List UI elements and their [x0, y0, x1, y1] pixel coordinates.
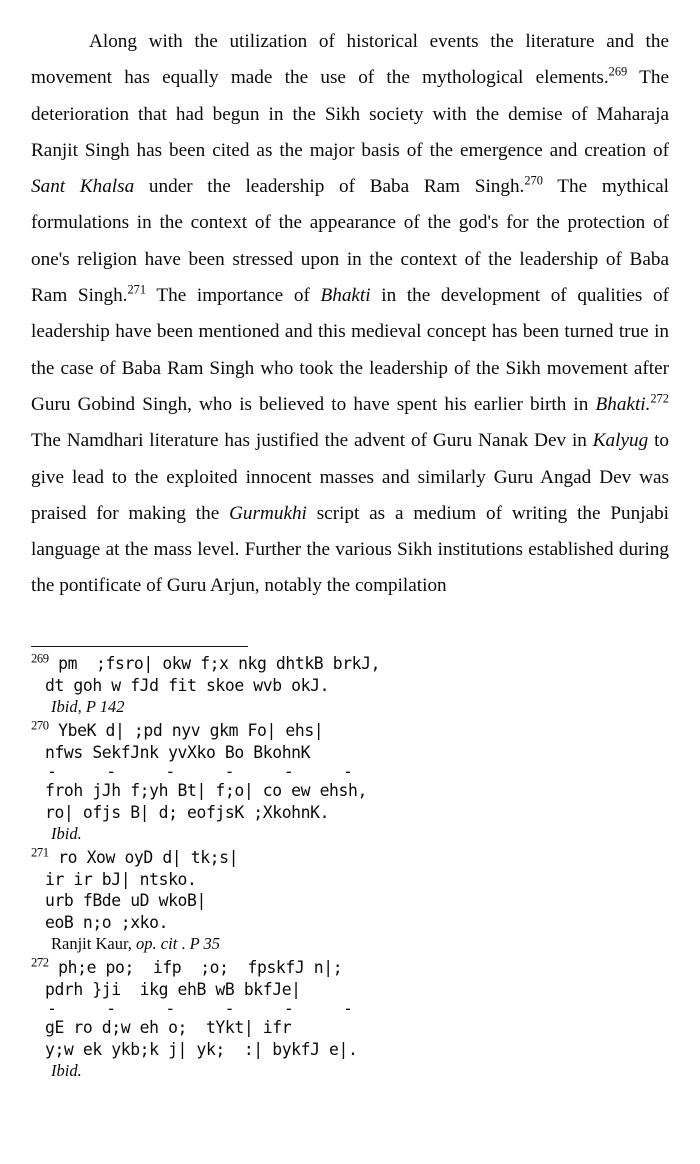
citation-roman: . [177, 934, 190, 953]
citation-italic: Ibid. [51, 824, 82, 843]
italic-term: Bhakti. [595, 393, 651, 415]
italic-term: Gurmukhi [229, 502, 307, 524]
footnote-gurmukhi-line: urb fBde uD wkoB| [45, 891, 206, 910]
footnote-list [31, 653, 669, 1081]
body-text-block [31, 24, 669, 605]
footnote-271 [31, 847, 669, 954]
main-paragraph: Along with the utilization of historical events the literature and the movement has equally made the use of the mythological elements.$^{269}$ The deterioration that had begun in the Sikh society with the demise of Maharaja Ranjit Singh has been cited as the major basis of the emergence and creation of Sant Khalsa under the leadership of Baba Ram Singh.$^{270}$ The mythical formulations in the context of the appearance of the god's for the protection of one's religion have been stressed upon in the context of the leadership of Baba Ram Singh.$^{271}$ The importance of Bhakti in the development of qualities of leadership have been mentioned and this medieval concept has been turned true in the case of Baba Ram Singh who took the leadership of the Sikh movement after Guru Gobind Singh, who is believed to have spent his earlier birth in Bhakti.$^{272}$ The Namdhari literature has justified the advent of Guru Nanak Dev in Kalyug to give lead to the exploited innocent masses and similarly Guru Angad Dev was praised for making the Gurmukhi script as a medium of writing the Punjabi language at the mass level. Further the various Sikh institutions established during the pontificate of Guru Arjun, notably the compilation [31, 31, 669, 597]
footnote-270 [31, 720, 669, 844]
footnote-gurmukhi-line: $^{269}$ pm ;fsro| okw f;x nkg dhtkB brkJ, [31, 651, 381, 673]
footnote-gurmukhi-line: gE ro d;w eh o; tYkt| ifr [45, 1018, 292, 1037]
footnote-number-272: 272 [31, 955, 49, 970]
footnote-number-270: 270 [31, 718, 49, 733]
italic-term: Kalyug [592, 430, 649, 452]
footnote-block [31, 646, 669, 1081]
footnote-reference-270[interactable]: 270 [524, 173, 543, 188]
footnote-gurmukhi-line: ir ir bJ| ntsko. [45, 869, 197, 889]
italic-term: Sant Khalsa [31, 176, 135, 198]
footnote-272 [31, 957, 669, 1081]
citation-italic: op. cit [136, 934, 178, 953]
footnote-reference-272[interactable]: 272 [650, 391, 669, 406]
footnote-citation [31, 1060, 669, 1081]
citation-italic: Ibid, P 142 [51, 697, 125, 716]
footnote-citation [31, 823, 669, 844]
footnote-separator-rule [31, 646, 248, 647]
footnote-gurmukhi-line: nfws SekfJnk yvXko Bo BkohnK [45, 742, 311, 762]
footnote-gurmukhi-line: y;w ek ykb;k j| yk; :| bykfJ e|. [45, 1039, 358, 1059]
footnote-number-269: 269 [31, 651, 49, 666]
footnote-gurmukhi-line: $^{270}$ YbeK d| ;pd nyv gkm Fo| ehs| [31, 718, 324, 740]
italic-term: Bhakti [320, 285, 371, 307]
footnote-gurmukhi-line: eoB n;o ;xko. [45, 912, 169, 932]
footnote-gurmukhi-line: $^{272}$ ph;e po; ifp ;o; fpskfJ n|; [31, 955, 343, 977]
footnote-gurmukhi-line: ro| ofjs B| d; eofjsK ;XkohnK. [45, 802, 330, 822]
citation-italic: P 35 [189, 934, 221, 953]
footnote-reference-269[interactable]: 269 [608, 64, 628, 79]
footnote-citation [31, 696, 669, 717]
footnote-dash-row: - - - - - - [47, 999, 353, 1018]
footnote-number-271: 271 [31, 845, 49, 860]
footnote-269 [31, 653, 669, 717]
citation-italic: Ibid. [51, 1061, 82, 1080]
footnote-gurmukhi-line: dt goh w fJd fit skoe wvb okJ. [45, 675, 330, 695]
footnote-gurmukhi-line: froh jJh f;yh Bt| f;o| co ew ehsh, [45, 781, 367, 800]
footnote-gurmukhi-line: $^{271}$ ro Xow oyD d| tk;s| [31, 845, 239, 867]
footnote-dash-row: - - - - - - [47, 762, 353, 781]
citation-roman: Ranjit Kaur, [51, 934, 137, 953]
footnote-citation [31, 933, 669, 954]
footnote-gurmukhi-line: pdrh }ji ikg ehB wB bkfJe| [45, 979, 301, 999]
footnote-reference-271[interactable]: 271 [127, 282, 147, 297]
